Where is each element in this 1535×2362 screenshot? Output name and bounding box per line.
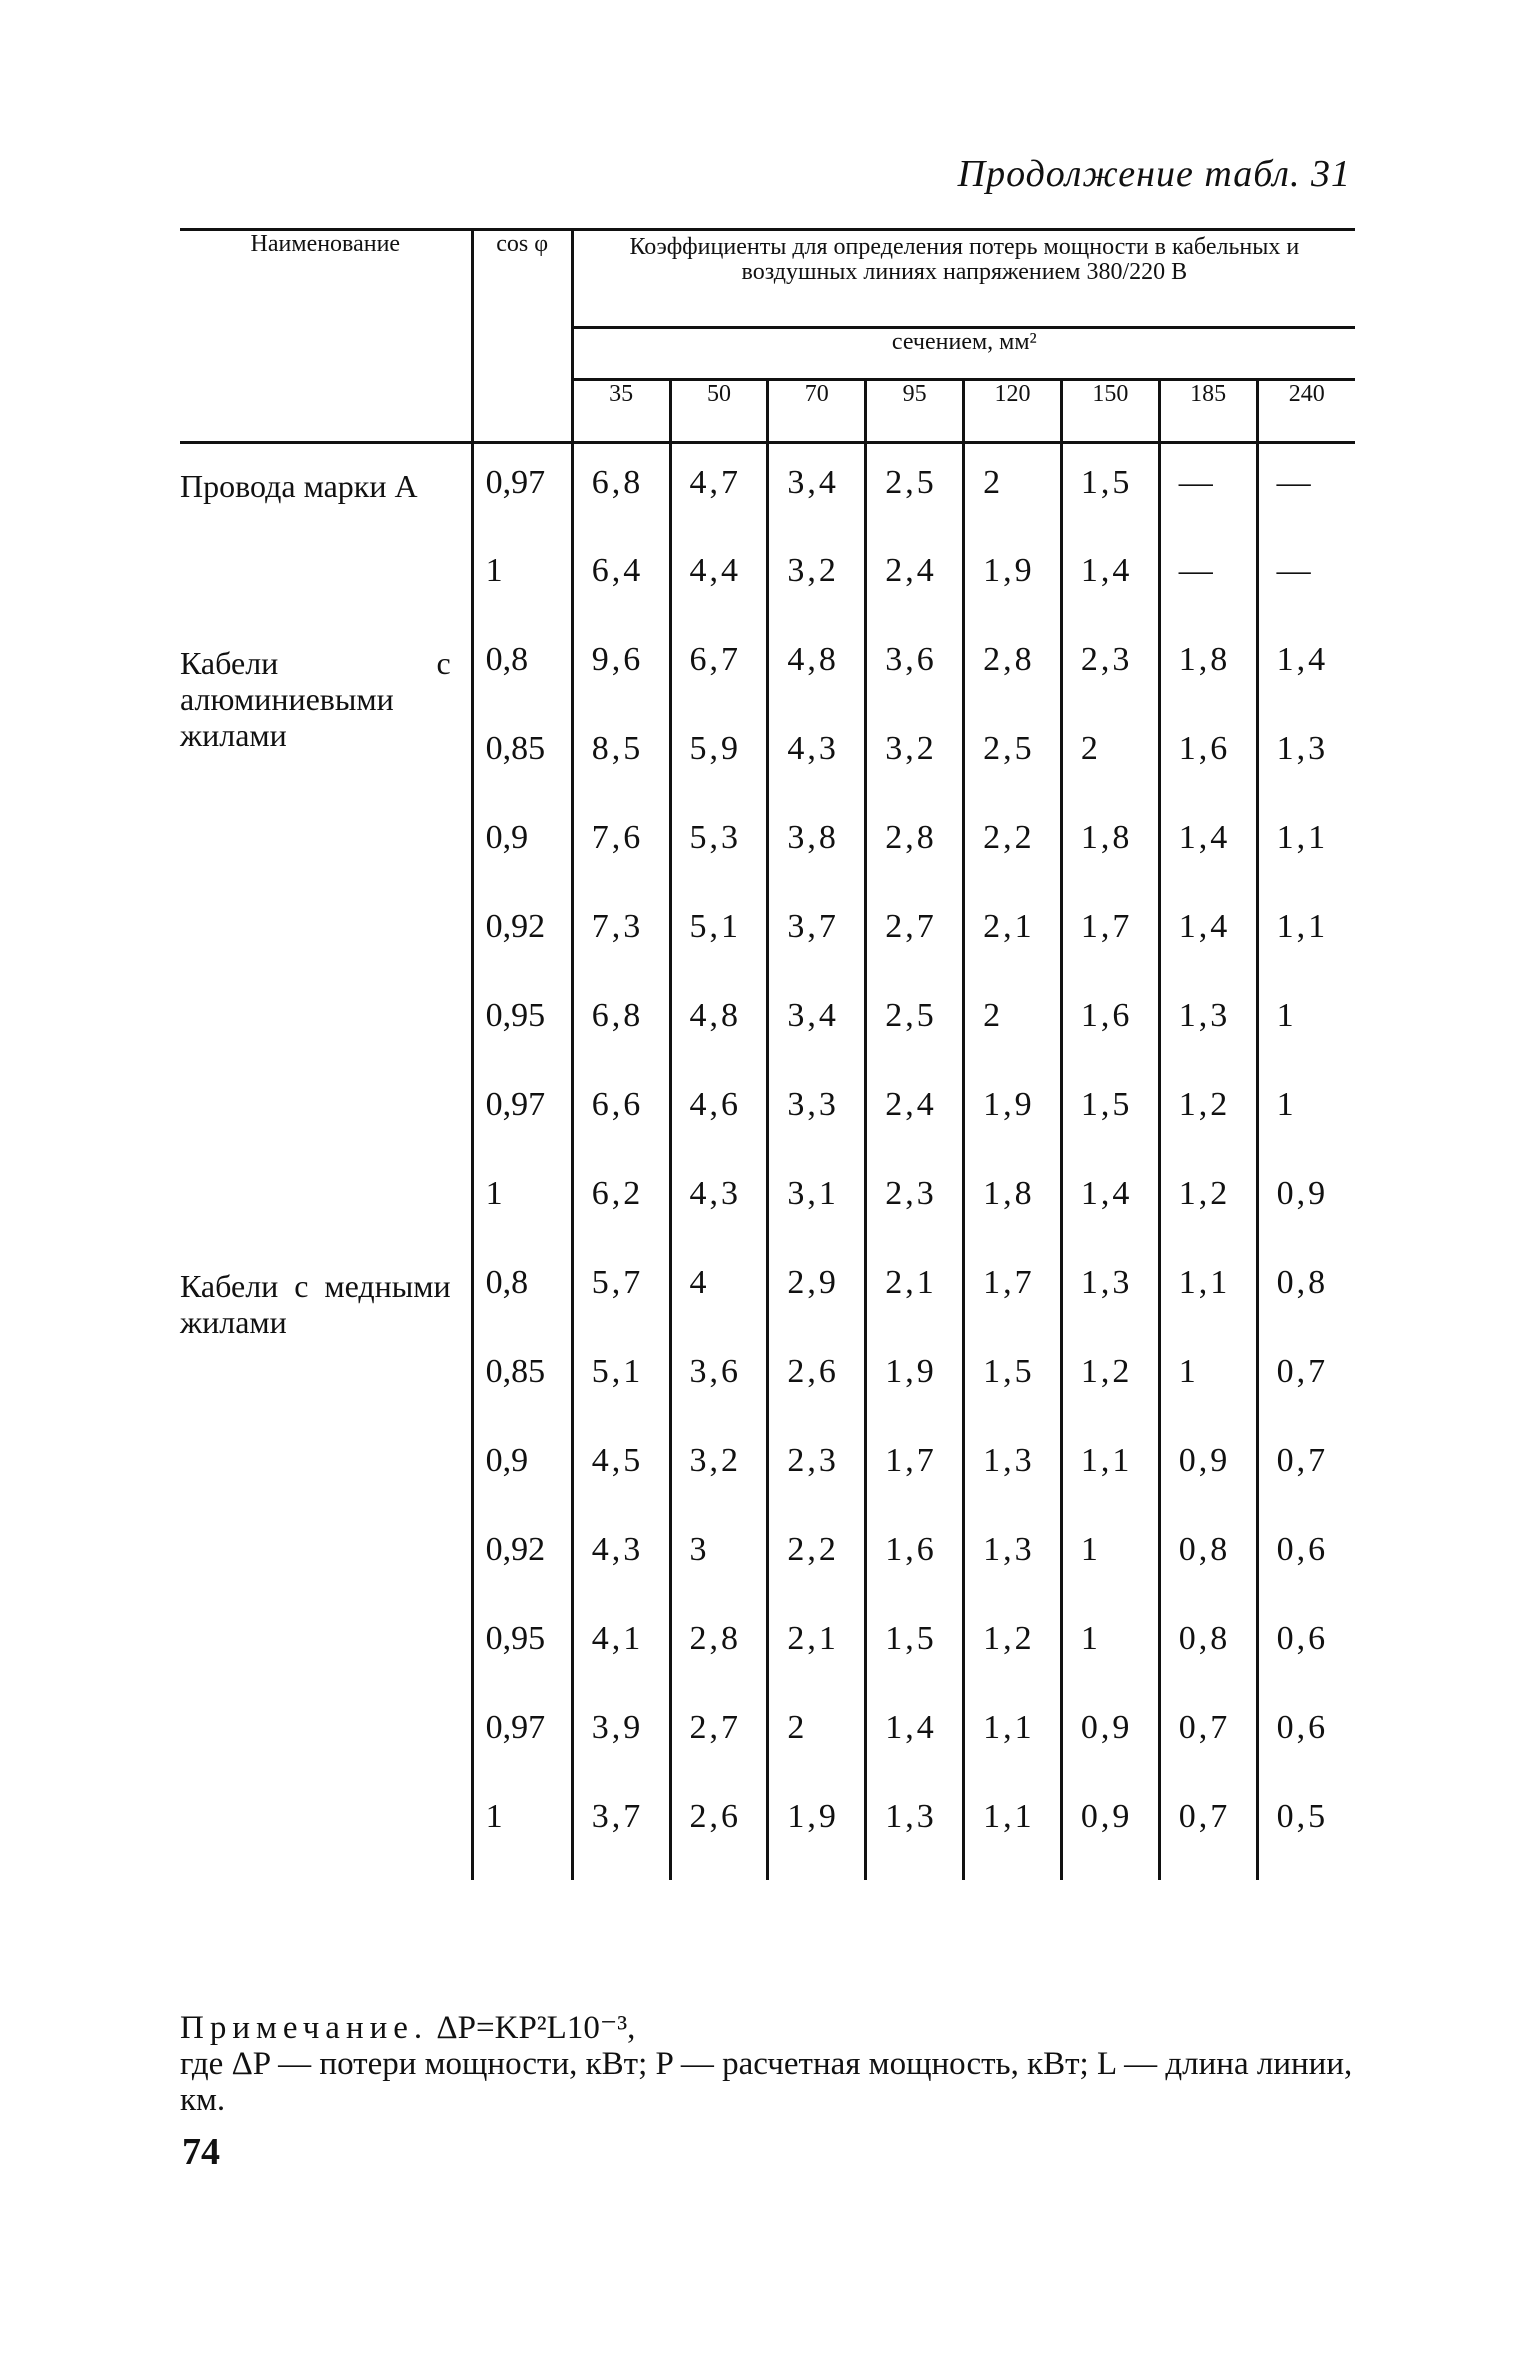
value-cell: 0,8	[1159, 1600, 1257, 1689]
value-cell: 1,3	[1061, 1244, 1159, 1333]
header-size-240: 240	[1257, 380, 1355, 443]
note-explanation: где ΔP — потери мощности, кВт; P — расчетная мощность, кВт; L — длина линии, км.	[180, 2046, 1353, 2118]
value-cell: 1	[1061, 1511, 1159, 1600]
value-cell: 4,5	[572, 1422, 670, 1511]
value-cell: 1,7	[1061, 888, 1159, 977]
header-size-120: 120	[964, 380, 1062, 443]
value-cell: —	[1257, 532, 1355, 621]
value-cell: 0,8	[1257, 1244, 1355, 1333]
value-cell: 2,5	[866, 977, 964, 1066]
value-cell: 3,2	[768, 532, 866, 621]
value-cell: 4,7	[670, 443, 768, 532]
value-cell: 1,5	[1061, 443, 1159, 532]
value-cell: 3,7	[768, 888, 866, 977]
cos-cell: 0,97	[472, 443, 572, 532]
header-cos: cos φ	[472, 230, 572, 443]
value-cell: 1	[1257, 977, 1355, 1066]
value-cell: 2,8	[964, 621, 1062, 710]
value-cell: 1,4	[1061, 532, 1159, 621]
cos-cell: 0,8	[472, 621, 572, 710]
table-row	[180, 443, 1355, 532]
cos-cell: 1	[472, 532, 572, 621]
value-cell: 2	[768, 1689, 866, 1778]
value-cell: 0,6	[1257, 1600, 1355, 1689]
cos-cell: 0,85	[472, 710, 572, 799]
header-size-185: 185	[1159, 380, 1257, 443]
value-cell: 7,6	[572, 799, 670, 888]
value-cell: 2,7	[866, 888, 964, 977]
value-cell: 0,9	[1257, 1155, 1355, 1244]
value-cell: 1,1	[1257, 799, 1355, 888]
value-cell: 1,5	[1061, 1066, 1159, 1155]
value-cell: 0,9	[1159, 1422, 1257, 1511]
value-cell: 2,8	[866, 799, 964, 888]
value-cell: 1,2	[964, 1600, 1062, 1689]
value-cell: 2,8	[670, 1600, 768, 1689]
value-cell: 1,6	[1159, 710, 1257, 799]
value-cell: 1,2	[1159, 1066, 1257, 1155]
cos-cell: 0,92	[472, 888, 572, 977]
value-cell: —	[1159, 532, 1257, 621]
value-cell: 3	[670, 1511, 768, 1600]
value-cell: 2,5	[964, 710, 1062, 799]
value-cell: 2,6	[670, 1778, 768, 1880]
value-cell: 0,9	[1061, 1778, 1159, 1880]
value-cell: 2,1	[866, 1244, 964, 1333]
data-table	[180, 228, 1355, 1880]
value-cell: 6,7	[670, 621, 768, 710]
page-number: 74	[182, 2131, 220, 2173]
value-cell: 1,4	[1257, 621, 1355, 710]
value-cell: 2	[964, 977, 1062, 1066]
header-name: Наименование	[180, 230, 472, 443]
value-cell: 3,6	[670, 1333, 768, 1422]
value-cell: 1,8	[964, 1155, 1062, 1244]
note-formula: ΔP=KP²L10⁻³,	[436, 2010, 636, 2046]
value-cell: 2,7	[670, 1689, 768, 1778]
table-caption: Продолжение табл. 31	[957, 153, 1351, 195]
value-cell: 3,7	[572, 1778, 670, 1880]
header-size-70: 70	[768, 380, 866, 443]
value-cell: 3,4	[768, 977, 866, 1066]
value-cell: 2	[964, 443, 1062, 532]
value-cell: —	[1257, 443, 1355, 532]
value-cell: 1,1	[1257, 888, 1355, 977]
value-cell: 1,3	[866, 1778, 964, 1880]
value-cell: 1,6	[1061, 977, 1159, 1066]
value-cell: 1	[1257, 1066, 1355, 1155]
value-cell: 2,4	[866, 1066, 964, 1155]
value-cell: 4	[670, 1244, 768, 1333]
value-cell: 3,2	[670, 1422, 768, 1511]
value-cell: 2,2	[964, 799, 1062, 888]
value-cell: 2,3	[866, 1155, 964, 1244]
cos-cell: 0,97	[472, 1689, 572, 1778]
header-coefficients: Коэффициенты для определения потерь мощности в кабельных и воздушных линиях напряжением 380/220 В	[572, 230, 1355, 328]
header-section: сечением, мм²	[572, 327, 1355, 379]
note-label: Примечание.	[180, 2010, 429, 2046]
value-cell: 1	[1061, 1600, 1159, 1689]
value-cell: 0,7	[1257, 1422, 1355, 1511]
value-cell: 5,1	[572, 1333, 670, 1422]
cos-cell: 0,9	[472, 799, 572, 888]
value-cell: 1,8	[1159, 621, 1257, 710]
value-cell: 0,6	[1257, 1689, 1355, 1778]
value-cell: 2,6	[768, 1333, 866, 1422]
value-cell: 1,1	[1159, 1244, 1257, 1333]
table-body	[180, 443, 1355, 1880]
table-row	[180, 1244, 1355, 1333]
group-name: Кабели с алюминиевыми жилами	[180, 644, 451, 753]
value-cell: 4,3	[670, 1155, 768, 1244]
value-cell: 1,5	[964, 1333, 1062, 1422]
value-cell: 9,6	[572, 621, 670, 710]
value-cell: 4,8	[768, 621, 866, 710]
value-cell: 5,1	[670, 888, 768, 977]
value-cell: 0,7	[1159, 1689, 1257, 1778]
value-cell: 2,9	[768, 1244, 866, 1333]
table-note	[180, 2010, 1360, 2118]
value-cell: 1,4	[866, 1689, 964, 1778]
value-cell: 3,3	[768, 1066, 866, 1155]
value-cell: 5,7	[572, 1244, 670, 1333]
value-cell: 0,8	[1159, 1511, 1257, 1600]
value-cell: 6,8	[572, 977, 670, 1066]
value-cell: 8,5	[572, 710, 670, 799]
value-cell: 3,2	[866, 710, 964, 799]
value-cell: 2,4	[866, 532, 964, 621]
value-cell: 4,8	[670, 977, 768, 1066]
value-cell: 3,8	[768, 799, 866, 888]
value-cell: 4,6	[670, 1066, 768, 1155]
value-cell: 1,3	[964, 1422, 1062, 1511]
value-cell: 2,5	[866, 443, 964, 532]
value-cell: 1,5	[866, 1600, 964, 1689]
value-cell: 3,6	[866, 621, 964, 710]
value-cell: 2	[1061, 710, 1159, 799]
header-size-150: 150	[1061, 380, 1159, 443]
value-cell: 4,3	[768, 710, 866, 799]
cos-cell: 0,97	[472, 1066, 572, 1155]
value-cell: 1,7	[866, 1422, 964, 1511]
cos-cell: 0,9	[472, 1422, 572, 1511]
value-cell: 1,3	[964, 1511, 1062, 1600]
value-cell: 0,5	[1257, 1778, 1355, 1880]
value-cell: 0,7	[1159, 1778, 1257, 1880]
header-size-35: 35	[572, 380, 670, 443]
value-cell: 1,4	[1061, 1155, 1159, 1244]
cos-cell: 0,85	[472, 1333, 572, 1422]
value-cell: 5,3	[670, 799, 768, 888]
value-cell: 2,2	[768, 1511, 866, 1600]
value-cell: 0,6	[1257, 1511, 1355, 1600]
cos-cell: 1	[472, 1155, 572, 1244]
value-cell: 3,1	[768, 1155, 866, 1244]
header-size-50: 50	[670, 380, 768, 443]
group-name: Кабели с медными жилами	[180, 1267, 451, 1340]
value-cell: 1,6	[866, 1511, 964, 1600]
value-cell: 1,7	[964, 1244, 1062, 1333]
value-cell: 6,8	[572, 443, 670, 532]
value-cell: 2,1	[768, 1600, 866, 1689]
value-cell: 1,4	[1159, 888, 1257, 977]
value-cell: 1,1	[1061, 1422, 1159, 1511]
value-cell: 6,4	[572, 532, 670, 621]
value-cell: 6,6	[572, 1066, 670, 1155]
cos-cell: 0,92	[472, 1511, 572, 1600]
cos-cell: 0,95	[472, 977, 572, 1066]
group-name: Провода марки А	[180, 468, 418, 504]
value-cell: 1,4	[1159, 799, 1257, 888]
value-cell: 1,2	[1061, 1333, 1159, 1422]
table-row	[180, 621, 1355, 710]
value-cell: 0,9	[1061, 1689, 1159, 1778]
header-size-95: 95	[866, 380, 964, 443]
value-cell: 1,2	[1159, 1155, 1257, 1244]
value-cell: 3,9	[572, 1689, 670, 1778]
value-cell: 2,3	[768, 1422, 866, 1511]
value-cell: 7,3	[572, 888, 670, 977]
value-cell: 5,9	[670, 710, 768, 799]
value-cell: 6,2	[572, 1155, 670, 1244]
table-header	[180, 230, 1355, 443]
value-cell: 2,3	[1061, 621, 1159, 710]
value-cell: 1,9	[964, 532, 1062, 621]
value-cell: —	[1159, 443, 1257, 532]
cos-cell: 1	[472, 1778, 572, 1880]
value-cell: 4,4	[670, 532, 768, 621]
value-cell: 2,1	[964, 888, 1062, 977]
value-cell: 1,9	[866, 1333, 964, 1422]
value-cell: 1,1	[964, 1689, 1062, 1778]
value-cell: 1	[1159, 1333, 1257, 1422]
cos-cell: 0,8	[472, 1244, 572, 1333]
value-cell: 1,3	[1257, 710, 1355, 799]
value-cell: 1,8	[1061, 799, 1159, 888]
value-cell: 1,9	[964, 1066, 1062, 1155]
value-cell: 1,9	[768, 1778, 866, 1880]
value-cell: 1,3	[1159, 977, 1257, 1066]
value-cell: 0,7	[1257, 1333, 1355, 1422]
value-cell: 4,1	[572, 1600, 670, 1689]
cos-cell: 0,95	[472, 1600, 572, 1689]
value-cell: 3,4	[768, 443, 866, 532]
value-cell: 4,3	[572, 1511, 670, 1600]
value-cell: 1,1	[964, 1778, 1062, 1880]
